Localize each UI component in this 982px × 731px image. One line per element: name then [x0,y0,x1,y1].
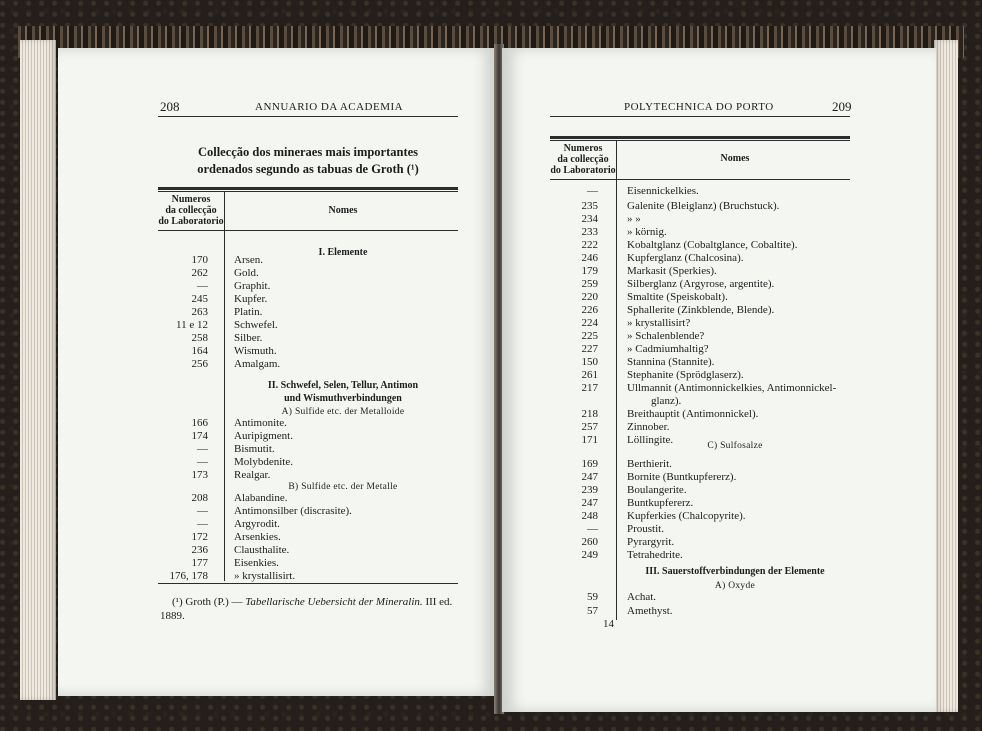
row-number: 57 [587,605,598,617]
row-name: Galenite (Bleiglanz) (Bruchstuck). [627,200,780,212]
header-rule [158,116,458,117]
row-number: 246 [581,252,598,264]
row-number: 249 [581,549,598,561]
row-name: » Cadmiumhaltig? [627,343,709,355]
col-head-line: do Laboratorio [550,165,616,176]
row-name: Smaltite (Speiskobalt). [627,291,728,303]
row-name: Berthierit. [627,458,672,470]
row-name: Silber. [234,332,263,344]
section-heading: II. Schwefel, Selen, Tellur, Antimon [267,380,419,391]
row-number: 166 [191,417,208,429]
row-number: 247 [581,471,598,483]
row-number: 59 [587,591,598,603]
row-number: 248 [581,510,598,522]
row-name: Wismuth. [234,345,277,357]
footnote-text: (¹) Groth (P.) — [172,596,246,608]
row-number: 170 [191,254,208,266]
row-number: 256 [191,358,208,370]
column-divider [616,140,617,620]
row-name: Zinnober. [627,421,670,433]
row-number: — [197,505,208,517]
row-name: Graphit. [234,280,271,292]
row-name: » Schalenblende? [627,330,705,342]
col-head-line: da collecção [557,154,609,165]
table-bottom-rule [158,583,458,584]
row-number: — [197,456,208,468]
footnote-text: III ed. [422,596,453,608]
row-name: Arsen. [234,254,264,266]
row-name: Stephanite (Sprödglaserz). [627,369,744,381]
row-name: Markasit (Sperkies). [627,265,717,277]
table-top-rule-thin [550,140,850,141]
footnote-year: 1889. [160,610,185,622]
title-line-1: Collecção dos mineraes mais importantes [197,145,419,159]
row-name: Molybdenite. [234,456,293,468]
row-name: Schwefel. [234,319,278,331]
row-number: 218 [581,408,598,420]
row-name: Ullmannit (Antimonnickelkies, Antimonnickel- [627,382,837,394]
row-number: 263 [191,306,208,318]
left-page [58,48,496,696]
col-head-line: Numeros [171,194,211,205]
subsection-heading: A) Sulfide etc. der Metalloide [281,407,405,417]
title-line-2: ordenados segundo as tabuas de Groth (¹) [197,162,419,176]
col-head-names: Nomes [328,205,358,216]
row-name: Bornite (Buntkupfererz). [627,471,737,483]
row-number: 225 [581,330,598,342]
row-number: 260 [581,536,598,548]
row-number: 235 [581,200,598,212]
section-heading: und Wismuthverbindungen [284,393,402,404]
header-rule [550,116,850,117]
subsection-heading: A) Oxyde [714,581,756,591]
row-number: 224 [581,317,598,329]
row-number: — [197,280,208,292]
row-number: — [587,523,598,535]
row-name: Realgar. [234,469,271,481]
footnote [172,595,452,610]
page-edges-right [934,40,958,712]
row-number: 150 [581,356,598,368]
row-name: Amethyst. [627,605,673,617]
row-name: » » [627,213,641,225]
row-name: Eisennickelkies. [627,185,699,197]
col-head-line: do Laboratorio [158,216,224,227]
row-number: 11 e 12 [176,319,208,331]
table-top-rule-thin [158,191,458,192]
signature-mark: 14 [603,618,614,630]
row-number: 234 [581,213,598,225]
row-name: Boulangerite. [627,484,687,496]
row-number: 257 [581,421,598,433]
row-name: » krystallisirt. [234,570,296,582]
row-number: 239 [581,484,598,496]
row-number: 208 [191,492,208,504]
row-name: Kupferglanz (Chalcosina). [627,252,744,264]
row-name: Silberglanz (Argyrose, argentite). [627,278,775,290]
table-top-rule [158,187,458,190]
row-name: Alabandine. [234,492,288,504]
row-number: 174 [191,430,208,442]
row-number: — [197,443,208,455]
row-number: 233 [581,226,598,238]
row-number: 177 [191,557,208,569]
row-name: Kupferkies (Chalcopyrite). [627,510,746,522]
page-number: 209 [832,99,852,114]
row-number: 262 [191,267,208,279]
section-heading: I. Elemente [318,247,368,258]
row-name: Achat. [627,591,657,603]
col-head-numbers [550,143,616,176]
row-name: Gold. [234,267,259,279]
row-name: Argyrodit. [234,518,280,530]
row-number: 247 [581,497,598,509]
row-number: 226 [581,304,598,316]
row-number: 179 [581,265,598,277]
row-number: 245 [191,293,208,305]
row-name: Clausthalite. [234,544,290,556]
row-name: » krystallisirt? [627,317,691,329]
row-number: 169 [581,458,598,470]
col-head-names: Nomes [720,153,750,164]
row-number: 173 [191,469,208,481]
row-name: Eisenkies. [234,557,279,569]
row-number: 172 [191,531,208,543]
footnote-italic: Tabellarische Uebersicht der Mineralin. [245,596,423,608]
row-number: 164 [191,345,208,357]
right-page [502,48,936,712]
row-name: Kobaltglanz (Cobaltglance, Cobaltite). [627,239,798,251]
row-number: 217 [581,382,598,394]
col-head-line: Numeros [563,143,603,154]
row-name: Arsenkies. [234,531,281,543]
row-name: glanz). [651,395,682,407]
row-name: Proustit. [627,523,664,535]
row-name: Pyrargyrit. [627,536,675,548]
row-number: 220 [581,291,598,303]
row-number: — [587,185,598,197]
running-head: ANNUARIO DA ACADEMIA [255,101,404,113]
row-name: Amalgam. [234,358,281,370]
row-name: Platin. [234,306,263,318]
row-name: Auripigment. [234,430,293,442]
row-name: Buntkupfererz. [627,497,694,509]
col-head-numbers [158,194,224,227]
row-name: Antimonite. [234,417,287,429]
page-edges-left [20,40,56,700]
page-number: 208 [160,99,180,114]
row-number: 261 [581,369,598,381]
row-number: 176, 178 [169,570,208,582]
row-number: 171 [581,434,598,446]
col-head-line: da collecção [165,205,217,216]
running-head: POLYTECHNICA DO PORTO [624,101,774,113]
row-name: Stannina (Stannite). [627,356,715,368]
row-number: — [197,518,208,530]
row-number: 227 [581,343,598,355]
page-title [158,144,458,178]
row-name: Bismutit. [234,443,275,455]
row-name: Sphallerite (Zinkblende, Blende). [627,304,775,316]
section-heading: III. Sauerstoffverbindungen der Elemente [645,566,825,577]
row-name: Breithauptit (Antimonnickel). [627,408,759,420]
header-bottom-rule [158,230,458,231]
column-divider [224,191,225,581]
row-number: 222 [581,239,598,251]
header-bottom-rule [550,179,850,180]
subsection-heading: B) Sulfide etc. der Metalle [288,482,398,492]
row-name: Kupfer. [234,293,268,305]
subsection-heading: C) Sulfosalze [707,441,763,451]
row-name: » körnig. [627,226,667,238]
row-name: Löllingite. [627,434,674,446]
table-top-rule [550,136,850,139]
row-number: 259 [581,278,598,290]
row-number: 258 [191,332,208,344]
row-name: Antimonsilber (discrasite). [234,505,352,517]
row-name: Tetrahedrite. [627,549,683,561]
row-number: 236 [191,544,208,556]
